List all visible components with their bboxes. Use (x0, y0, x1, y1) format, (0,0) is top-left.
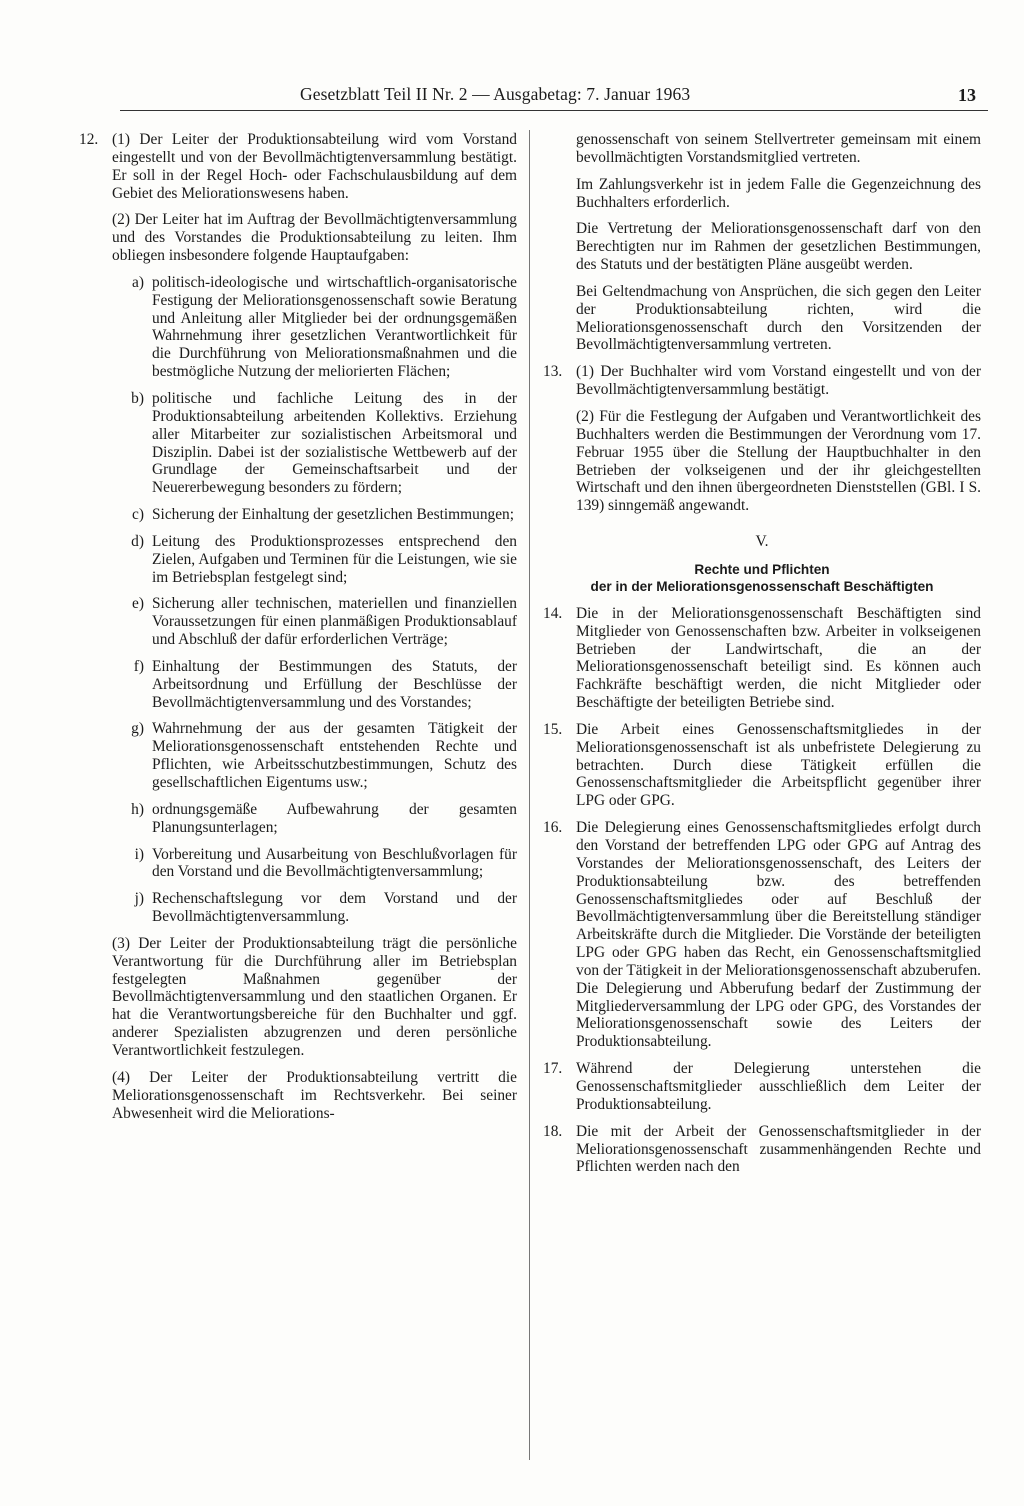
list-item-label: d) (131, 532, 144, 550)
paragraph-1: (1) Der Leiter der Produktionsabteilung wird vom Vorstand eingestellt und von der Bevollmächtigtenversammlung bestätigt. Er soll in der Regel Hoch- oder Fachschulausbildung auf dem Gebiet des Meliorationswesens haben. (112, 131, 517, 202)
column-divider (529, 130, 530, 1460)
item-text: Die mit der Arbeit der Genossenschaftsmitglieder in der Meliorationsgenossenschaft zusammenhängenden Rechte und Pflichten werden nach den (576, 1122, 981, 1176)
list-item (112, 658, 517, 712)
list-item-label: b) (131, 389, 144, 407)
list-item (112, 890, 517, 926)
section-item-18 (543, 1123, 981, 1177)
page-number: 13 (958, 85, 976, 105)
paragraph-4: (4) Der Leiter der Produktionsabteilung vertritt die Meliorationsgenossenschaft im Rechtsverkehr. Bei seiner Abwesenheit wird die Meliorations- (112, 1068, 517, 1122)
item-number-spacer (543, 131, 576, 354)
list-item (112, 846, 517, 882)
item-number: 12. (79, 131, 99, 148)
list-item-label: h) (131, 800, 144, 818)
list-item-text: Vorbereitung und Ausarbeitung von Beschlußvorlagen für den Vorstand und die Bevollmächtigtenversammlung; (152, 845, 517, 881)
left-column (79, 131, 517, 1131)
section-item-17 (543, 1060, 981, 1114)
paragraph-zahlungsverkehr: Im Zahlungsverkehr ist in jedem Falle die Gegenzeichnung des Buchhalters erforderlich. (576, 175, 981, 211)
item-body (576, 363, 981, 515)
section-item-14 (543, 605, 981, 712)
item-body (576, 131, 981, 354)
paragraph-3: (3) Der Leiter der Produktionsabteilung trägt die persönliche Verantwortung für die Durchführung aller im Betriebsplan festgelegten Maßnahmen gegenüber der Bevollmächtigtenversammlung und den staatlichen Organen. Er hat die Verantwortungsbereiche für den Buchhalter und ggf. anderer Spezialisten abzugrenzen und deren persönliche Verantwortlichkeit festzulegen. (112, 934, 517, 1059)
list-item-text: Einhaltung der Bestimmungen des Statuts, der Arbeitsordnung und Erfüllung der Beschlüsse der Bevollmächtigtenversammlung und des Vorstandes; (152, 657, 517, 711)
item-number: 15. (543, 720, 563, 738)
section-item-16 (543, 819, 981, 1051)
paragraph-vertretung: Die Vertretung der Meliorationsgenossenschaft darf von den Berechtigten nur im Rahmen der gesetzlichen Bestimmungen, des Statuts und der bestätigten Pläne ausgeübt werden. (576, 220, 981, 274)
list-item-text: Rechenschaftslegung vor dem Vorstand und der Bevollmächtigtenversammlung. (152, 890, 517, 926)
list-item-text: Sicherung aller technischen, materiellen und finanziellen Voraussetzungen für einen planmäßigen Produktionsablauf und Abschluß der dafür erforderlichen Verträge; (152, 595, 517, 649)
list-item-label: i) (134, 845, 144, 863)
section-title (543, 561, 981, 595)
item-number: 17. (543, 1060, 563, 1078)
page-header (120, 84, 988, 114)
item-text: Die Delegierung eines Genossenschaftsmitgliedes erfolgt durch den Vorstand der betreffenden LPG oder GPG auf Antrag des Vorstandes der Meliorationsgenossenschaft, des Leiters der Produktionsabteilung bzw. des betreffenden Genossenschaftsmitgliedes oder auf Beschluß der Bevollmächtigtenversammlung über die Bereitstellung ständiger Arbeitskräfte durch die Mitglieder. Die Vorstände der beteiligten LPG oder GPG haben das Recht, ein Genossenschaftsmitglied von der Tätigkeit in der Meliorationsgenossenschaft abzuberufen. Die Delegierung und Abberufung bedarf der Zustimmung der Mitgliederversammlung der LPG oder GPG, des Vorstandes der Meliorationsgenossenschaft sowie des Leiters der Produktionsabteilung. (576, 819, 981, 1051)
section-title-line-2: der in der Meliorationsgenossenschaft Beschäftigten (590, 578, 934, 594)
section-heading (543, 533, 981, 595)
list-item-text: Leitung des Produktionsprozesses entsprechend den Zielen, Aufgaben und Terminen für die Leistungen, wie sie im Betriebsplan festgelegt sind; (152, 532, 517, 586)
item-body (112, 131, 517, 1122)
continuation-paragraph: genossenschaft von seinem Stellvertreter gemeinsam mit einem bevollmächtigten Vorstandsmitglied vertreten. (576, 131, 981, 166)
item-number: 16. (543, 819, 563, 837)
list-item-label: e) (132, 595, 144, 613)
paragraph-1: (1) Der Buchhalter wird vom Vorstand eingestellt und von der Bevollmächtigtenversammlung bestätigt. (576, 363, 981, 399)
list-item (112, 801, 517, 837)
list-item-label: j) (134, 890, 144, 908)
item-text: Die in der Meliorationsgenossenschaft Beschäftigten sind Mitglieder von Genossenschaften bzw. Arbeiter in volkseigenen Betrieben der Landwirtschaft, die an der Meliorationsgenossenschaft beteiligt sind. Es können auch Fachkräfte beschäftigt werden, die nicht Mitglieder oder Beschäftigte der beteiligten Betriebe sind. (576, 604, 981, 712)
item-number: 13. (543, 363, 563, 381)
list-item-text: politische und fachliche Leitung des in der Produktionsabteilung arbeitenden Kollektivs. Erziehung aller Mitarbeiter zur sozialistischen Arbeitsmoral und Disziplin. Dabei ist der sozialistische Wettbewerb auf der Grundlage der Gemeinschaftsarbeit und der Neuererbewegung besonders zu fördern; (152, 389, 517, 497)
right-column (543, 131, 981, 1185)
list-item-text: Sicherung der Einhaltung der gesetzlichen Bestimmungen; (152, 506, 515, 524)
section-item-12 (79, 131, 517, 1122)
paragraph-2: (2) Für die Festlegung der Aufgaben und Verantwortlichkeit des Buchhalters werden die Bestimmungen der Verordnung vom 17. Februar 1955 über die Stellung der Hauptbuchhalter in den Betrieben der volkseigenen und der ihr gleichgestellten Wirtschaft und den ihnen übergeordneten Dienststellen (GBl. I S. 139) sinngemäß angewandt. (576, 407, 981, 515)
list-item-label: g) (131, 720, 144, 738)
list-item (112, 274, 517, 381)
list-item-text: politisch-ideologische und wirtschaftlich-organisatorische Festigung der Meliorationsgenossenschaft sowie Beratung und Anleitung aller Mitglieder bei der ordnungsgemäßen Wahrnehmung ihrer gesetzlichen Verantwortlichkeit für die Durchführung von Meliorationsmaßnahmen und die bestmögliche Nutzung der meliorierten Flächen; (152, 273, 517, 381)
section-number: V. (755, 533, 769, 551)
paragraph-geltendmachung: Bei Geltendmachung von Ansprüchen, die sich gegen den Leiter der Produktionsabteilung richten, wird die Meliorationsgenossenschaft durch den Vorsitzenden der Bevollmächtigtenversammlung vertreten. (576, 282, 981, 354)
page-header-title: Gesetzblatt Teil II Nr. 2 — Ausgabetag: 7. Januar 1963 (300, 84, 691, 104)
list-item (112, 506, 517, 524)
list-item-label: c) (132, 506, 144, 524)
section-title-line-1: Rechte und Pflichten (694, 561, 830, 577)
item-text: Die Arbeit eines Genossenschaftsmitgliedes in der Meliorationsgenossenschaft ist als unbefristete Delegierung zu betrachten. Durch diese Tätigkeit erfüllen die Genossenschaftsmitglieder die Arbeitspflicht gegenüber ihrer LPG oder GPG. (576, 720, 981, 810)
list-item (112, 390, 517, 497)
list-item (112, 720, 517, 791)
list-item (112, 533, 517, 587)
section-item-12-continued (543, 131, 981, 354)
item-number: 14. (543, 604, 563, 622)
list-item (112, 595, 517, 649)
list-item-label: f) (133, 657, 144, 675)
list-item-label: a) (132, 273, 144, 291)
item-text: Während der Delegierung unterstehen die Genossenschaftsmitglieder ausschließlich dem Leiter der Produktionsabteilung. (576, 1060, 981, 1113)
paragraph-2: (2) Der Leiter hat im Auftrag der Bevollmächtigtenversammlung und des Vorstandes die Produktionsabteilung zu leiten. Ihm obliegen insbesondere folgende Hauptaufgaben: (112, 211, 517, 265)
header-rule (120, 110, 988, 111)
section-item-13 (543, 363, 981, 515)
list-item-text: Wahrnehmung der aus der gesamten Tätigkeit der Meliorationsgenossenschaft entstehenden Rechte und Pflichten, wie Arbeitsschutzbestimmungen, Schutz des gesellschaftlichen Eigentums usw.; (152, 720, 517, 791)
section-item-15 (543, 721, 981, 810)
list-item-text: ordnungsgemäße Aufbewahrung der gesamten Planungsunterlagen; (152, 800, 517, 836)
duties-list (112, 274, 517, 926)
item-number: 18. (543, 1122, 563, 1140)
